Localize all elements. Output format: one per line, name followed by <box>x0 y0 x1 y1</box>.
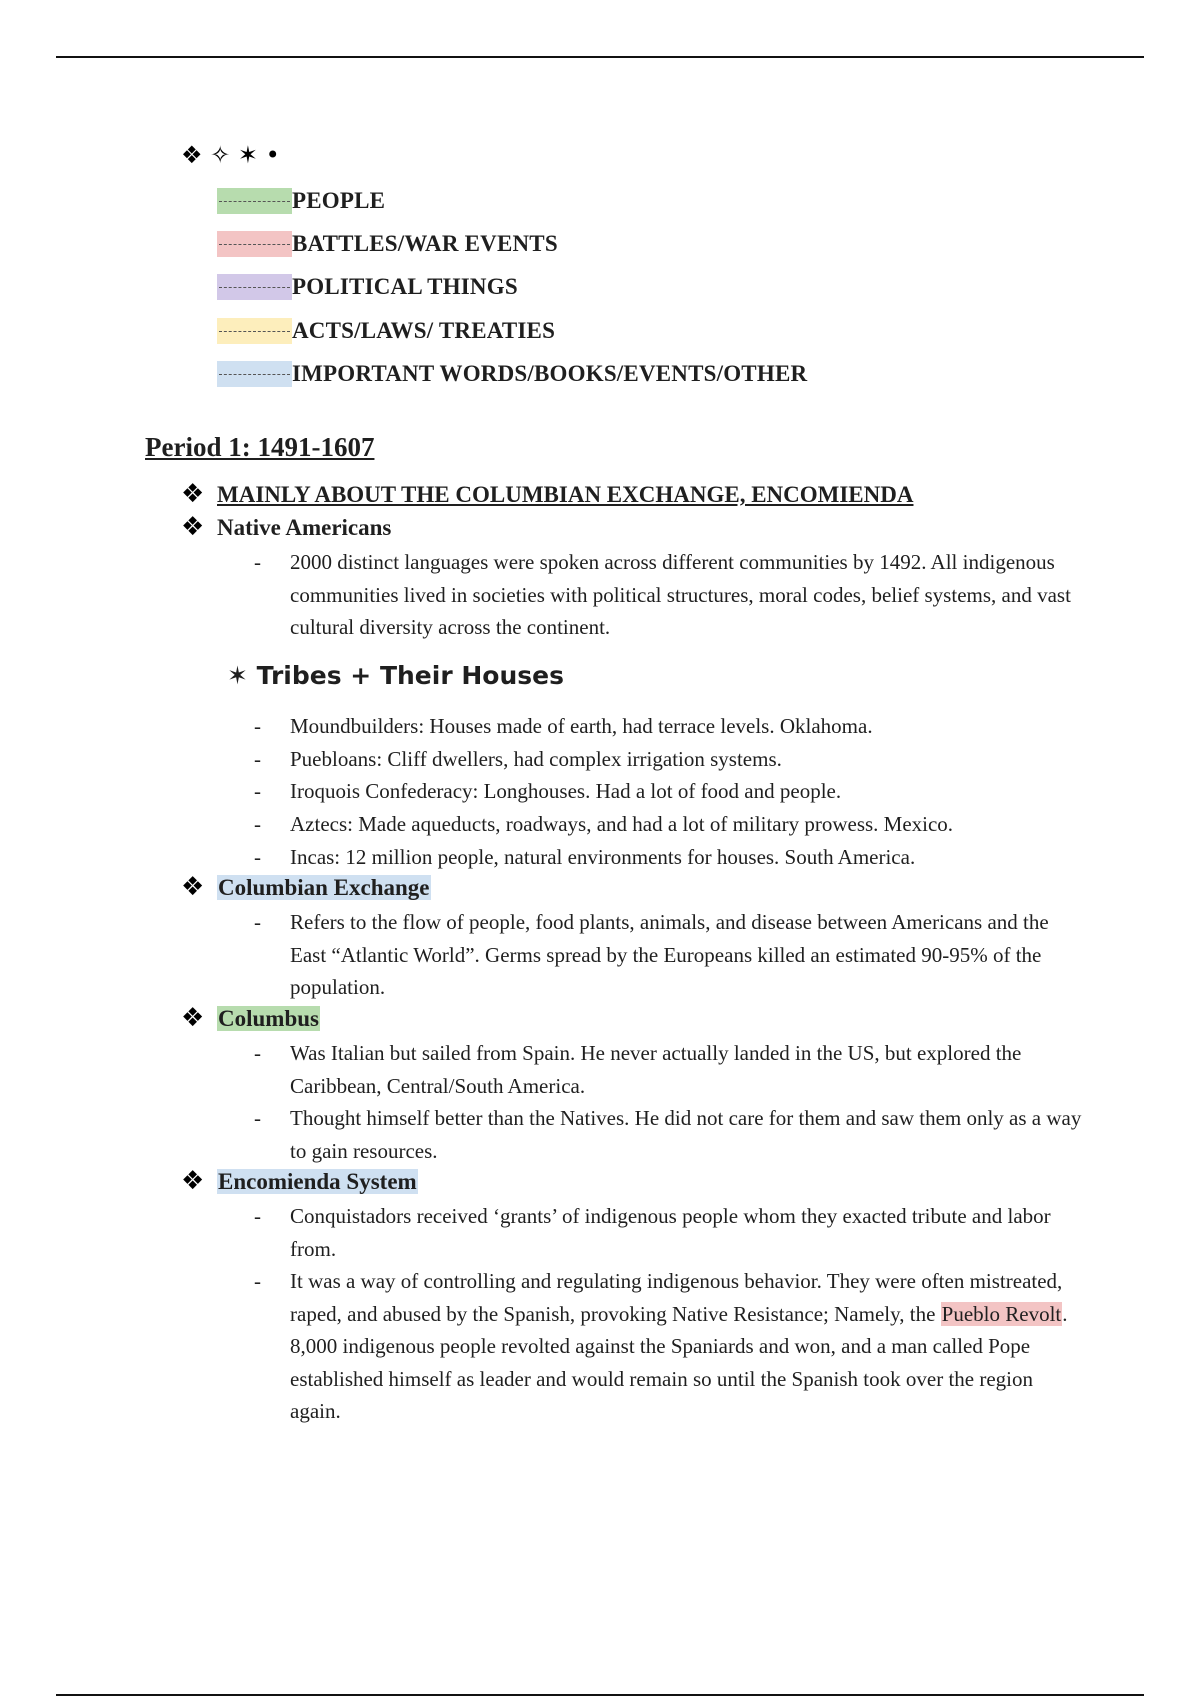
list-item-text <box>290 1265 1087 1428</box>
section-heading-native-americans: Native Americans <box>217 515 392 540</box>
list-item <box>217 710 1087 743</box>
highlighted-term-pueblo-revolt: Pueblo Revolt <box>941 1301 1062 1326</box>
list-item <box>217 1037 1087 1102</box>
dash-bullet: - <box>254 714 261 738</box>
legend-swatch-red <box>217 231 292 257</box>
list-item <box>217 841 1087 874</box>
period-title: Period 1: 1491-1607 <box>145 432 375 462</box>
dash-bullet: - <box>254 812 261 836</box>
legend-label: BATTLES/WAR EVENTS <box>292 231 558 256</box>
legend-item-people <box>217 186 385 216</box>
diamond-bullet-icon: ❖ <box>181 1166 205 1196</box>
list-item <box>217 906 1087 1004</box>
dash-bullet: - <box>254 845 261 869</box>
dash-bullet: - <box>254 550 261 574</box>
section-heading-encomienda <box>217 1167 418 1197</box>
diamond-bullet-icon: ❖ <box>181 512 205 542</box>
list-item-text: Conquistadors received ‘grants’ of indigenous people whom they exacted tribute and labor from. <box>290 1204 1051 1261</box>
diamond-bullet-icon: ❖ <box>181 479 205 509</box>
dash-bullet: - <box>254 779 261 803</box>
dash-bullet: - <box>254 1269 261 1293</box>
legend-swatch-yellow <box>217 318 292 344</box>
text-segment: It was a way of controlling and regulating indigenous behavior. They were often mistreated, raped, and abused by the Spanish, provoking Native Resistance; Namely, the <box>290 1269 1063 1326</box>
section-heading-columbian-exchange <box>217 873 431 903</box>
bottom-rule <box>56 1694 1144 1696</box>
list-item-text: Was Italian but sailed from Spain. He never actually landed in the US, but explored the Caribbean, Central/South America. <box>290 1041 1022 1098</box>
dash-bullet: - <box>254 1106 261 1130</box>
legend-item-battles <box>217 229 558 259</box>
list-item <box>217 1102 1087 1167</box>
dash-bullet: - <box>254 1041 261 1065</box>
legend-label: PEOPLE <box>292 188 386 213</box>
list-item <box>217 546 1087 644</box>
legend-label: POLITICAL THINGS <box>292 274 518 299</box>
list-item-text: Refers to the flow of people, food plants, animals, and disease between Americans and the East “Atlantic World”. Germs spread by the Europeans killed an estimated 90-95% of the population. <box>290 910 1049 999</box>
list-item-text: Aztecs: Made aqueducts, roadways, and had a lot of military prowess. Mexico. <box>290 812 954 836</box>
legend-swatch-purple <box>217 274 292 300</box>
diamond-bullet-icon: ❖ <box>181 1003 205 1033</box>
list-item-text: 2000 distinct languages were spoken across different communities by 1492. All indigenous communities lived in societies with political structures, moral codes, belief systems, and vast cultural diversity across the continent. <box>290 550 1071 639</box>
legend-swatch-green <box>217 188 292 214</box>
highlighted-term: Columbus <box>218 1006 319 1031</box>
diamond-bullet-icon: ❖ <box>181 872 205 902</box>
list-item <box>217 1265 1087 1428</box>
highlighted-term: Encomienda System <box>218 1169 417 1194</box>
dash-bullet: - <box>254 1204 261 1228</box>
legend-symbols: ❖ ✧ ✶ • <box>181 141 280 169</box>
legend-item-acts <box>217 316 555 346</box>
main-heading: MAINLY ABOUT THE COLUMBIAN EXCHANGE, ENCOMIENDA <box>217 482 914 507</box>
section-heading-columbus <box>217 1004 320 1034</box>
top-rule <box>56 56 1144 58</box>
list-item-text: Puebloans: Cliff dwellers, had complex irrigation systems. <box>290 747 782 771</box>
text-segment: . 8,000 indigenous people revolted against the Spaniards and won, and a man called Pope established himself as leader and would remain so until the Spanish took over the region again. <box>290 1301 1068 1423</box>
highlighted-term: Columbian Exchange <box>218 875 430 900</box>
sub-heading-tribes: ✶ Tribes + Their Houses <box>227 661 564 690</box>
list-item-text: Moundbuilders: Houses made of earth, had terrace levels. Oklahoma. <box>290 714 873 738</box>
list-item <box>217 1200 1087 1265</box>
list-item-text: Thought himself better than the Natives. He did not care for them and saw them only as a way to gain resources. <box>290 1106 1082 1163</box>
list-item-text: Incas: 12 million people, natural environments for houses. South America. <box>290 845 916 869</box>
legend-swatch-blue <box>217 361 292 387</box>
legend-label: ACTS/LAWS/ TREATIES <box>292 318 556 343</box>
dash-bullet: - <box>254 747 261 771</box>
legend-item-political <box>217 272 518 302</box>
list-item-text: Iroquois Confederacy: Longhouses. Had a lot of food and people. <box>290 779 842 803</box>
dash-bullet: - <box>254 910 261 934</box>
legend-item-important <box>217 359 807 389</box>
list-item <box>217 808 1087 841</box>
legend-label: IMPORTANT WORDS/BOOKS/EVENTS/OTHER <box>292 361 808 386</box>
list-item <box>217 775 1087 808</box>
list-item <box>217 743 1087 776</box>
